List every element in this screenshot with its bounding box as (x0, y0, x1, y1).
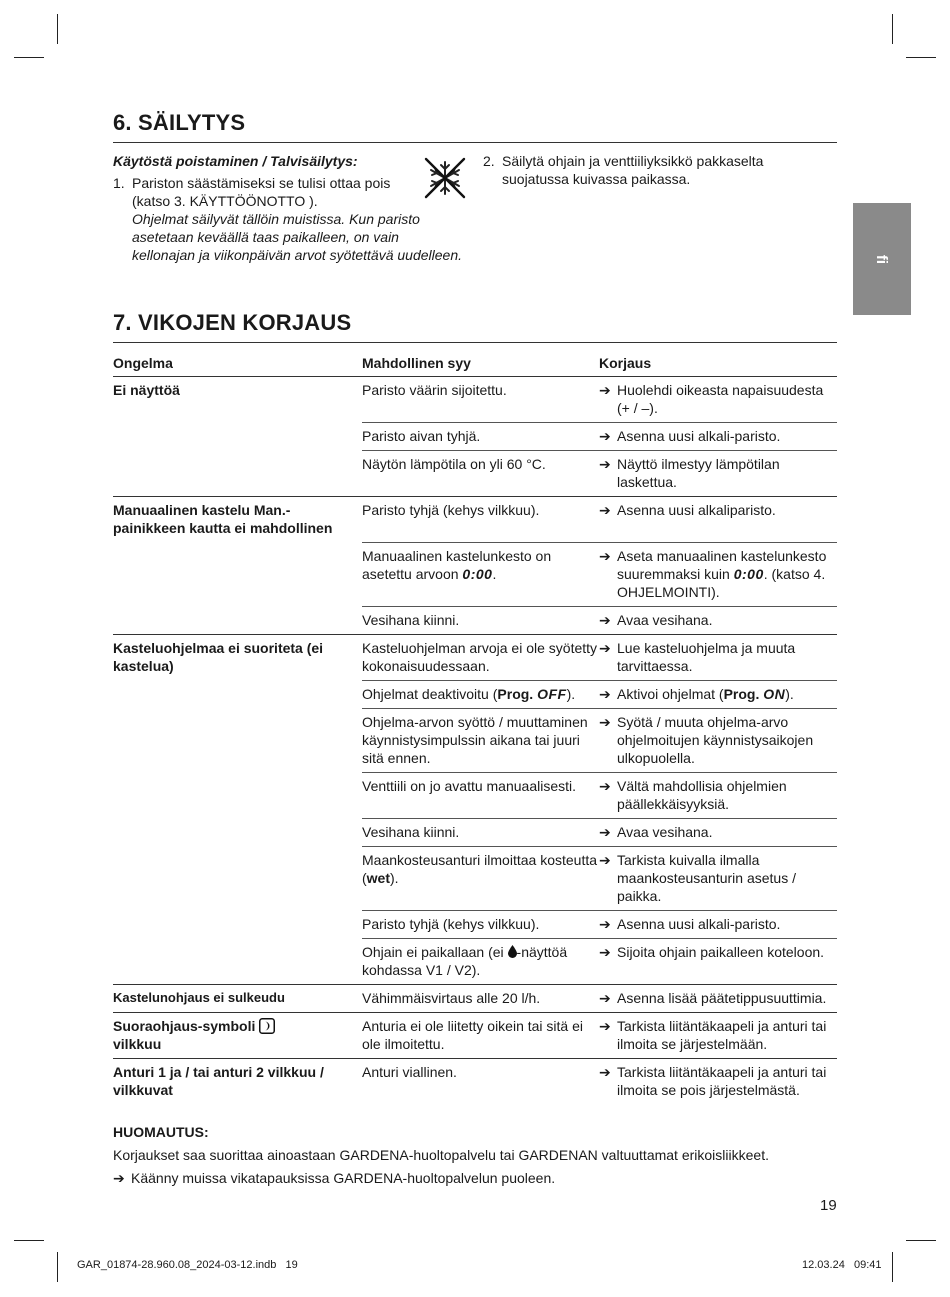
list-text: Säilytä ohjain ja venttiiliyksikkö pakkaselta suojatussa kuivassa paikassa. (502, 153, 764, 187)
arrow-icon: ➔ (599, 1063, 611, 1080)
arrow-icon: ➔ (599, 382, 611, 398)
fix-text: Huolehdi oikeasta napaisuudesta (+ / –). (617, 382, 824, 416)
fix-text: ). (785, 685, 794, 702)
snowflake-crossed-icon (423, 156, 467, 200)
problem-cell (113, 542, 362, 606)
table-row (113, 910, 837, 938)
fix-cell (599, 497, 837, 543)
arrow-icon: ➔ (113, 1170, 125, 1186)
column-header-fix: Korjaus (599, 350, 837, 377)
fix-text: Asenna uusi alkali-paristo. (617, 428, 781, 444)
fix-cell (599, 377, 837, 423)
lcd-value: 0:00 (733, 565, 764, 582)
language-tab (853, 203, 911, 315)
cause-text: Maankosteusanturi ilmoittaa kosteutta ( (362, 851, 598, 886)
column-header-problem: Ongelma (113, 350, 362, 377)
table-row (113, 1012, 837, 1058)
table-row (113, 846, 837, 910)
table-row (113, 634, 837, 680)
cause-cell: Paristo tyhjä (kehys vilkkuu). (362, 497, 599, 543)
arrow-icon: ➔ (599, 823, 611, 840)
table-row (113, 680, 837, 708)
cause-text: Ohjain ei paikallaan (ei (362, 943, 508, 960)
problem-cell (113, 680, 362, 708)
cause-cell (362, 938, 599, 984)
list-number: 2. (483, 153, 495, 169)
list-italic-text: Ohjelmat säilyvät tällöin muistissa. Kun paristo asetetaan keväällä taas paikalleen, on vain kellonajan ja viikonpäivän arvot syötettävä uudelleen. (132, 211, 462, 263)
fix-cell (599, 634, 837, 680)
note-text: Korjaukset saa suorittaa ainoastaan GARDENA-huoltopalvelu tai GARDENAN valtuuttamat erikoisliikkeet. (113, 1147, 769, 1163)
fix-text: Tarkista liitäntäkaapeli ja anturi tai ilmoita se pois järjestelmästä. (617, 1063, 827, 1098)
troubleshooting-table (113, 350, 837, 1104)
section-6-title: 6. SÄILYTYS (113, 110, 837, 143)
lcd-value: 0:00 (462, 565, 493, 582)
note-block (113, 1121, 843, 1190)
fix-text: Aseta manuaalinen kastelunkesto suuremmaksi kuin (617, 547, 827, 582)
crop-mark (14, 57, 44, 58)
lcd-value: ON (763, 685, 786, 702)
fix-bold: Prog. (723, 685, 760, 702)
problem-cell (113, 606, 362, 634)
problem-cell: Manuaalinen kastelu Man.-painikkeen kautta ei mahdollinen (113, 497, 362, 543)
table-row (113, 423, 837, 451)
problem-cell (113, 818, 362, 846)
table-row (113, 772, 837, 818)
arrow-icon: ➔ (599, 611, 611, 628)
problem-text: vilkkuu (113, 1035, 162, 1052)
water-drop-icon (508, 945, 517, 958)
arrow-icon: ➔ (599, 943, 611, 960)
fix-cell (599, 423, 837, 451)
fix-cell (599, 846, 837, 910)
lcd-value: OFF (537, 685, 567, 702)
crop-mark (906, 1240, 936, 1241)
cause-cell (362, 680, 599, 708)
crop-mark (14, 1240, 44, 1241)
table-row (113, 606, 837, 634)
crop-mark (892, 1252, 893, 1282)
cause-cell (362, 846, 599, 910)
section-6-right-column (483, 152, 823, 188)
arrow-icon: ➔ (599, 428, 611, 444)
subheading: Käytöstä poistaminen / Talvisäilytys: (113, 153, 358, 169)
table-row (113, 377, 837, 423)
problem-cell (113, 708, 362, 772)
fix-text: Avaa vesihana. (617, 823, 713, 840)
section-6-left-column (113, 152, 463, 264)
list-text: Pariston säästämiseksi se tulisi ottaa pois (132, 175, 391, 191)
fix-cell (599, 451, 837, 497)
cause-bold: Prog. (497, 685, 534, 702)
cause-bold: wet (366, 869, 391, 886)
table-row (113, 1058, 837, 1104)
table-header-row (113, 350, 837, 377)
table-row (113, 497, 837, 543)
note-heading: HUOMAUTUS: (113, 1124, 209, 1140)
table-row (113, 451, 837, 497)
problem-cell: Ei näyttöä (113, 382, 180, 398)
fix-text: Syötä / muuta ohjelma-arvo ohjelmoitujen käynnistysaikojen ulkopuolella. (617, 713, 814, 766)
arrow-icon: ➔ (599, 915, 611, 932)
cause-text: Ohjelmat deaktivoitu ( (362, 685, 498, 702)
fix-cell (599, 708, 837, 772)
cause-cell: Vesihana kiinni. (362, 606, 599, 634)
cause-cell: Anturia ei ole liitetty oikein tai sitä ei ole ilmoitettu. (362, 1012, 599, 1058)
cause-cell: Anturi viallinen. (362, 1058, 599, 1104)
cause-text: . (492, 565, 497, 582)
crop-mark (906, 57, 936, 58)
cause-cell (362, 542, 599, 606)
arrow-icon: ➔ (599, 502, 611, 518)
page-number: 19 (820, 1197, 837, 1214)
fix-cell (599, 938, 837, 984)
problem-cell (113, 910, 362, 938)
footer-file-info: GAR_01874-28.960.08_2024-03-12.indb 19 (77, 1259, 298, 1271)
cause-cell: Kasteluohjelman arvoja ei ole syötetty kokonaisuudessaan. (362, 634, 599, 680)
table-row (113, 818, 837, 846)
note-arrow-line (113, 1167, 843, 1190)
cause-cell: Vähimmäisvirtaus alle 20 l/h. (362, 984, 599, 1012)
crop-mark (57, 14, 58, 44)
cause-text: ). (566, 685, 576, 702)
manual-mode-icon (259, 1018, 275, 1034)
fix-text: Tarkista liitäntäkaapeli ja anturi tai ilmoita se järjestelmään. (617, 1017, 827, 1052)
fix-cell (599, 910, 837, 938)
list-item (113, 174, 463, 264)
arrow-icon: ➔ (599, 547, 611, 564)
arrow-icon: ➔ (599, 777, 611, 794)
problem-cell (113, 1012, 362, 1058)
note-arrow-text: Käänny muissa vikatapauksissa GARDENA-huoltopalvelun puoleen. (131, 1170, 556, 1186)
fix-text: Asenna uusi alkali-paristo. (617, 915, 781, 932)
problem-cell: Kasteluohjelmaa ei suoriteta (ei kastelua) (113, 634, 362, 680)
fix-text: Asenna lisää päätetippusuuttimia. (617, 989, 827, 1006)
cause-cell: Näytön lämpötila on yli 60 °C. (362, 451, 599, 497)
arrow-icon: ➔ (599, 713, 611, 730)
cause-text: ). (390, 869, 399, 886)
problem-cell (113, 772, 362, 818)
arrow-icon: ➔ (599, 1017, 611, 1034)
problem-cell (113, 423, 362, 451)
fix-cell (599, 1058, 837, 1104)
arrow-icon: ➔ (599, 639, 611, 656)
fix-text: Tarkista kuivalla ilmalla maankosteusanturin asetus / paikka. (617, 851, 796, 904)
fix-cell (599, 542, 837, 606)
fix-text: Asenna uusi alkaliparisto. (617, 502, 776, 518)
table-row (113, 708, 837, 772)
fix-text: Lue kasteluohjelma ja muuta tarvittaessa. (617, 639, 796, 674)
crop-mark (57, 1252, 58, 1282)
fix-cell (599, 680, 837, 708)
problem-text: Suoraohjaus-symboli (113, 1017, 256, 1034)
arrow-icon: ➔ (599, 989, 611, 1006)
problem-cell: Anturi 1 ja / tai anturi 2 vilkkuu / vilkkuvat (113, 1058, 362, 1104)
fix-text: Näyttö ilmestyy lämpötilan laskettua. (617, 456, 780, 490)
arrow-icon: ➔ (599, 456, 611, 472)
fix-cell (599, 772, 837, 818)
fix-text: . (katso 4. OHJELMOINTI). (617, 565, 826, 600)
fix-cell (599, 984, 837, 1012)
list-number: 1. (113, 175, 125, 191)
footer-timestamp: 12.03.24 09:41 (802, 1259, 882, 1271)
arrow-icon: ➔ (599, 851, 611, 868)
fix-cell (599, 606, 837, 634)
cause-cell: Paristo tyhjä (kehys vilkkuu). (362, 910, 599, 938)
cause-cell: Paristo aivan tyhjä. (362, 423, 599, 451)
list-item (483, 152, 823, 188)
cause-cell: Paristo väärin sijoitettu. (362, 382, 507, 398)
table-row (113, 984, 837, 1012)
problem-cell: Kastelunohjaus ei sulkeudu (113, 984, 362, 1012)
table-row (113, 542, 837, 606)
arrow-icon: ➔ (599, 685, 611, 702)
fix-text: Sijoita ohjain paikalleen koteloon. (617, 943, 825, 960)
problem-cell (113, 938, 362, 984)
fix-cell (599, 818, 837, 846)
problem-cell (113, 846, 362, 910)
cause-cell: Ohjelma-arvon syöttö / muuttaminen käynnistysimpulssin aikana tai juuri sitä ennen. (362, 708, 599, 772)
fix-text: Avaa vesihana. (617, 611, 713, 628)
language-tab-label: fi (873, 254, 891, 264)
cause-cell: Vesihana kiinni. (362, 818, 599, 846)
cause-text: Manuaalinen kastelunkesto on asetettu arvoon (362, 547, 552, 582)
section-7-title: 7. VIKOJEN KORJAUS (113, 310, 837, 343)
fix-text: Vältä mahdollisia ohjelmien päällekkäisyyksiä. (617, 777, 787, 812)
table-row (113, 938, 837, 984)
fix-cell (599, 1012, 837, 1058)
fix-text: Aktivoi ohjelmat ( (617, 685, 724, 702)
crop-mark (892, 14, 893, 44)
cause-cell: Venttiili on jo avattu manuaalisesti. (362, 772, 599, 818)
cause-text: -näyttöä kohdassa V1 / V2). (362, 943, 568, 978)
list-text: (katso 3. KÄYTTÖÖNOTTO ). (132, 193, 318, 209)
problem-cell (113, 451, 362, 497)
column-header-cause: Mahdollinen syy (362, 350, 599, 377)
